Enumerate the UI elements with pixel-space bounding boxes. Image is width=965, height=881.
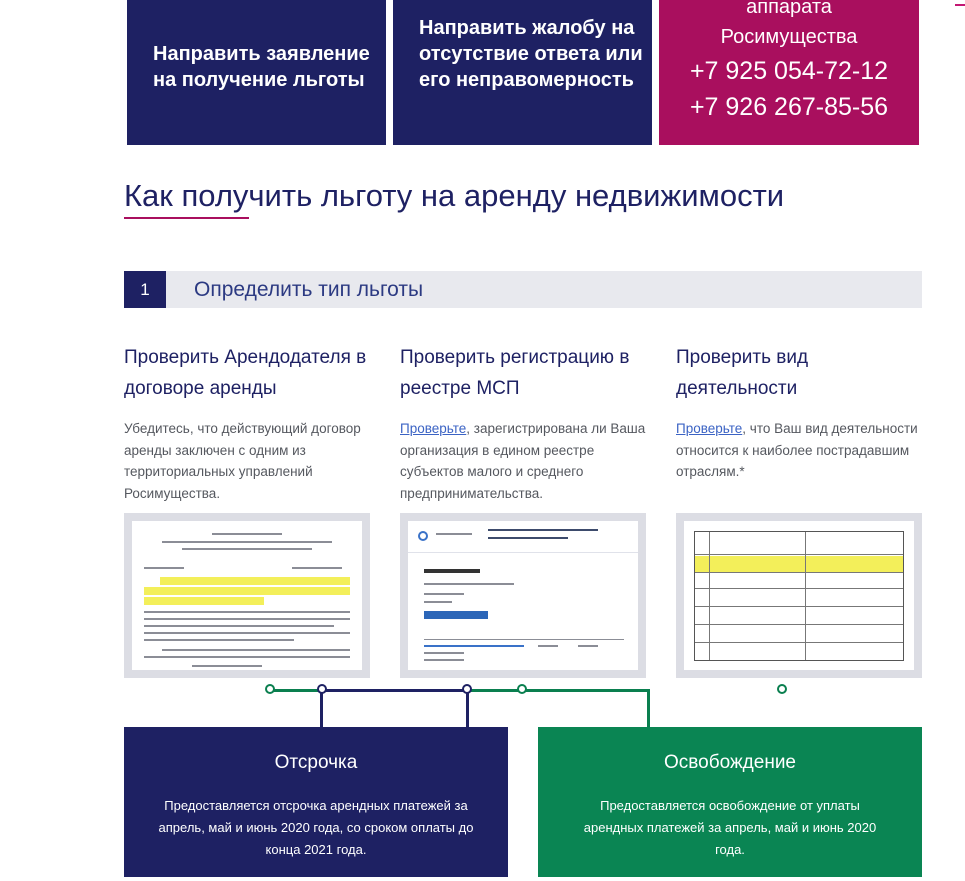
doc-line	[424, 569, 480, 573]
doc-line	[144, 618, 350, 620]
connector-line-navy	[466, 690, 469, 727]
doc-line	[182, 548, 312, 550]
doc-line	[488, 529, 598, 531]
table-row	[695, 572, 903, 573]
table-row	[695, 642, 903, 643]
doc-line	[424, 601, 452, 603]
complaint-tile[interactable]	[393, 0, 652, 145]
doc-highlight	[144, 597, 264, 605]
contact-phone-2[interactable]: +7 926 267-85-56	[689, 93, 889, 121]
activity-classifier-image	[676, 513, 922, 678]
check-activity-text	[676, 418, 924, 483]
doc-line	[162, 541, 332, 543]
contact-cut-text: аппарата	[746, 0, 832, 18]
lease-contract-page	[132, 521, 362, 670]
doc-line	[424, 639, 624, 640]
contact-tile	[659, 0, 919, 145]
step-title: Определить тип льготы	[194, 278, 424, 301]
step-number: 1	[124, 271, 166, 308]
check-registry-description: , зарегистрирована ли Ваша организация в едином реестре субъектов малого и среднего предпринимательства.	[400, 421, 646, 501]
exemption-title: Освобождение	[664, 752, 796, 773]
doc-line	[424, 583, 514, 585]
doc-line	[436, 533, 472, 535]
check-registry-link[interactable]: Проверьте	[400, 421, 467, 436]
doc-line	[578, 645, 598, 647]
doc-highlight	[160, 577, 350, 585]
edge-accent-mark	[955, 4, 965, 6]
registry-header	[408, 521, 638, 553]
contact-organization: Росимущества	[720, 26, 858, 48]
contact-phone-1[interactable]: +7 925 054-72-12	[689, 57, 889, 85]
connector-line-green	[647, 690, 650, 727]
table-column	[709, 532, 710, 660]
connector-node-green	[777, 684, 787, 694]
doc-line	[144, 611, 350, 613]
step-bar	[124, 271, 922, 308]
connector-node-green	[517, 684, 527, 694]
doc-line	[292, 567, 342, 569]
activity-classifier-page	[684, 521, 914, 670]
check-landlord-title: Проверить Арендодателя в договоре аренды	[124, 347, 367, 399]
msp-registry-page	[408, 521, 638, 670]
heading-underline	[124, 217, 249, 219]
doc-line	[424, 652, 464, 654]
doc-line	[144, 567, 184, 569]
doc-highlight	[144, 587, 350, 595]
tax-service-logo-icon	[418, 531, 428, 541]
page-heading: Как получить льготу на аренду недвижимости	[124, 178, 785, 213]
connector-node-navy	[317, 684, 327, 694]
classifier-table	[694, 531, 904, 661]
connector-node-navy	[462, 684, 472, 694]
check-activity-title: Проверить вид деятельности	[676, 347, 809, 399]
msp-registry-image	[400, 513, 646, 678]
registry-button	[424, 611, 488, 619]
table-row	[695, 554, 903, 555]
connector-line-navy	[320, 690, 323, 727]
check-activity-description: , что Ваш вид деятельности относится к наиболее пострадавшим отраслям.*	[676, 421, 918, 479]
check-registry-column	[400, 342, 650, 501]
doc-line	[538, 645, 558, 647]
doc-line	[144, 639, 294, 641]
complaint-label: Направить жалобу на отсутствие ответа или его неправомерность	[419, 17, 643, 91]
doc-line	[424, 593, 464, 595]
doc-line	[144, 625, 334, 627]
check-registry-title: Проверить регистрацию в реестре МСП	[400, 347, 630, 399]
doc-line	[212, 533, 282, 535]
doc-line	[144, 656, 350, 658]
doc-line	[424, 659, 464, 661]
doc-highlight	[695, 556, 903, 572]
check-activity-link[interactable]: Проверьте	[676, 421, 743, 436]
exemption-box	[538, 727, 922, 877]
check-registry-text	[400, 418, 648, 504]
doc-line	[144, 632, 350, 634]
table-column	[805, 532, 806, 660]
exemption-text: Предоставляется освобождение от уплаты арендных платежей за апрель, май и июнь 2020 года.	[583, 798, 877, 857]
table-row	[695, 606, 903, 607]
lease-contract-image	[124, 513, 370, 678]
table-row	[695, 624, 903, 625]
check-landlord-column	[124, 342, 374, 501]
apply-for-benefit-label: Направить заявление на получение льготы	[153, 43, 370, 91]
deferral-box	[124, 727, 508, 877]
doc-line	[424, 645, 524, 647]
doc-line	[192, 665, 262, 667]
deferral-text: Предоставляется отсрочка арендных платежей за апрель, май и июнь 2020 года, со сроком оплаты до конца 2021 года.	[158, 798, 474, 857]
apply-for-benefit-tile[interactable]	[127, 0, 386, 145]
check-landlord-text: Убедитесь, что действующий договор аренды заключен с одним из территориальных управлений Росимущества.	[124, 421, 361, 501]
connector-line-navy	[322, 689, 468, 692]
doc-line	[162, 649, 350, 651]
deferral-title: Отсрочка	[274, 752, 358, 773]
table-row	[695, 588, 903, 589]
connector-node-green	[265, 684, 275, 694]
doc-line	[488, 537, 568, 539]
check-activity-column	[676, 342, 926, 479]
